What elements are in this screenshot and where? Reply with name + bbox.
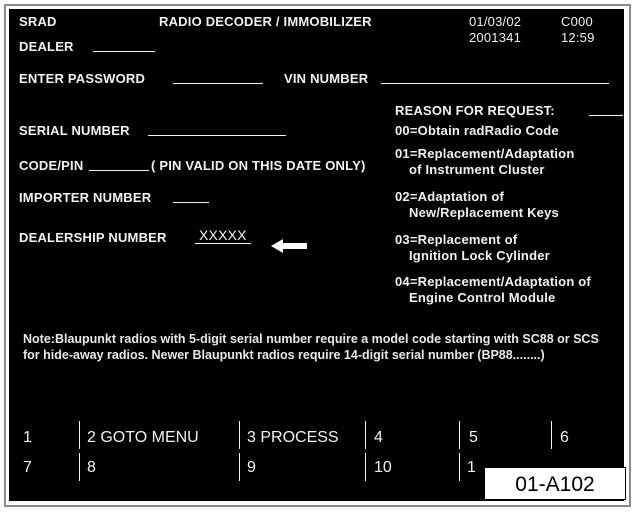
serial-input[interactable] — [148, 123, 286, 136]
dealer-label: DEALER — [19, 39, 74, 54]
vin-input[interactable] — [381, 71, 609, 84]
codepin-input[interactable] — [89, 158, 149, 171]
fkey-11[interactable]: 1 — [467, 459, 476, 476]
blaupunkt-note: Note:Blaupunkt radios with 5-digit serial number require a model code starting with SC88 or SCS for hide-away radios. Newer Blaupunkt radios require 14-digit serial number (BP88........) — [23, 332, 599, 362]
fkey-2-goto-menu[interactable]: 2 GOTO MENU — [87, 429, 199, 446]
reason-option-01-detail: of Instrument Cluster — [409, 162, 545, 177]
reason-option-00: 00=Obtain radRadio Code — [395, 123, 559, 138]
header-time: 12:59 — [561, 30, 595, 45]
fkey-1[interactable]: 1 — [23, 429, 32, 446]
fkey-3-process[interactable]: 3 PROCESS — [247, 429, 339, 446]
fkey-7[interactable]: 7 — [23, 459, 32, 476]
reason-option-03-detail: Ignition Lock Cylinder — [409, 248, 550, 263]
fkey-10[interactable]: 10 — [374, 459, 392, 476]
pointer-arrow-icon — [271, 239, 307, 253]
dealer-input[interactable] — [93, 39, 155, 52]
fkey-9[interactable]: 9 — [247, 459, 256, 476]
fkey-separator — [239, 421, 240, 449]
fkey-separator — [79, 453, 80, 481]
fkey-5[interactable]: 5 — [469, 429, 478, 446]
importer-input[interactable] — [173, 190, 209, 203]
header-id: 2001341 — [469, 30, 522, 45]
codepin-label: CODE/PIN — [19, 158, 84, 173]
fkey-separator — [551, 421, 552, 449]
fkey-separator — [239, 453, 240, 481]
reason-option-02: 02=Adaptation of — [395, 189, 505, 204]
codepin-note: ( PIN VALID ON THIS DATE ONLY) — [151, 158, 366, 173]
fkey-separator — [79, 421, 80, 449]
reason-option-03: 03=Replacement of — [395, 232, 518, 247]
app-name: SRAD — [19, 14, 57, 29]
dealership-value[interactable]: XXXXX — [195, 227, 251, 244]
reason-option-02-detail: New/Replacement Keys — [409, 205, 559, 220]
header-code: C000 — [561, 14, 593, 29]
fkey-8[interactable]: 8 — [87, 459, 96, 476]
vin-label: VIN NUMBER — [284, 71, 369, 86]
fkey-separator — [459, 421, 460, 449]
dealership-label: DEALERSHIP NUMBER — [19, 230, 167, 245]
fkey-separator — [459, 453, 460, 481]
screen-title: RADIO DECODER / IMMOBILIZER — [159, 14, 372, 29]
serial-label: SERIAL NUMBER — [19, 123, 130, 138]
reason-label: REASON FOR REQUEST: — [395, 103, 555, 118]
reason-option-04-detail: Engine Control Module — [409, 290, 556, 305]
terminal-screen — [8, 8, 625, 502]
fkey-separator — [365, 421, 366, 449]
header-date: 01/03/02 — [469, 14, 522, 29]
figure-label: 01-A102 — [484, 467, 626, 500]
fkey-4[interactable]: 4 — [374, 429, 383, 446]
reason-option-01: 01=Replacement/Adaptation — [395, 146, 575, 161]
password-input[interactable] — [173, 71, 263, 84]
password-label: ENTER PASSWORD — [19, 71, 146, 86]
fkey-separator — [365, 453, 366, 481]
reason-input[interactable] — [589, 103, 623, 116]
importer-label: IMPORTER NUMBER — [19, 190, 152, 205]
fkey-6[interactable]: 6 — [560, 429, 569, 446]
reason-option-04: 04=Replacement/Adaptation of — [395, 274, 591, 289]
